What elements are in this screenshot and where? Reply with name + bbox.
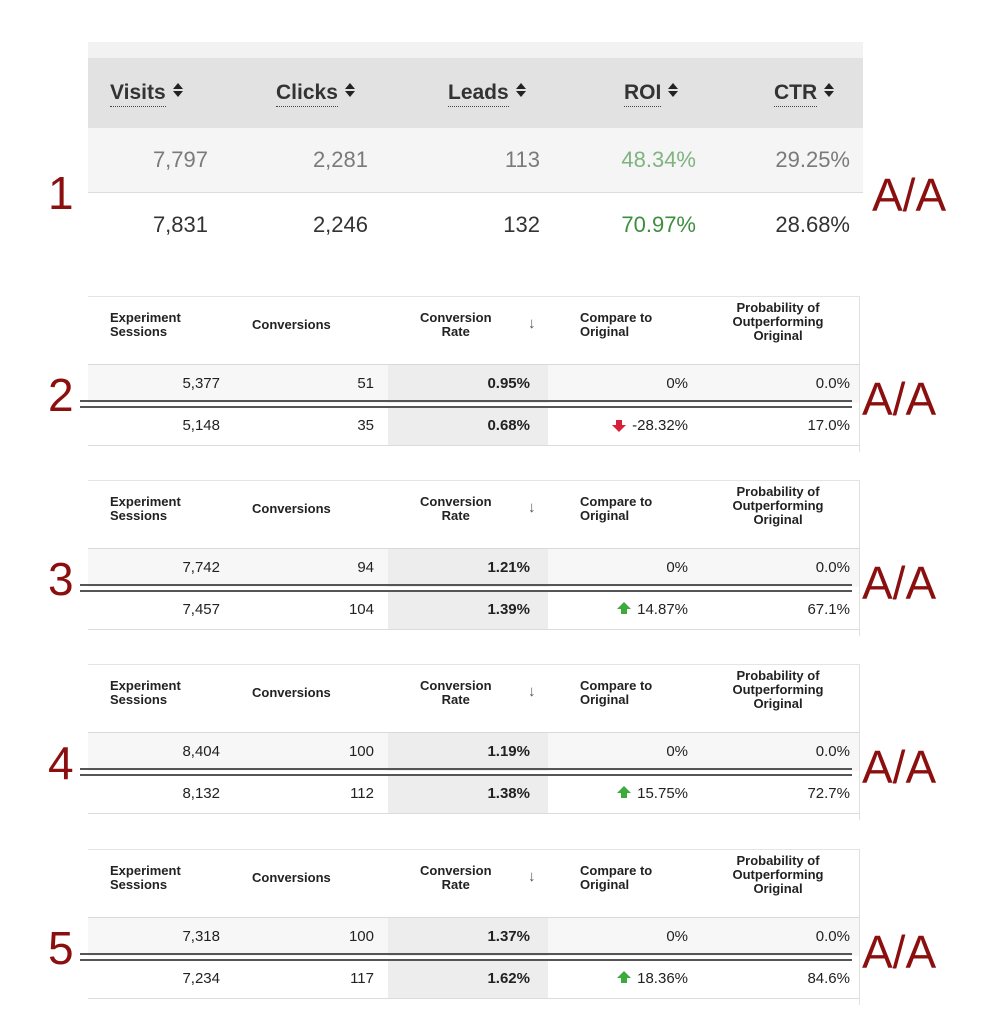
table-row — [88, 128, 863, 193]
cell-compare: 0% — [666, 375, 688, 392]
cell-sessions: 7,457 — [182, 601, 220, 618]
sort-icon[interactable] — [172, 84, 184, 101]
header-conversion-rate[interactable]: Conversion Rate — [420, 310, 492, 339]
arrow-up-icon — [617, 602, 631, 609]
table-header — [88, 296, 860, 365]
cell-conversion-rate: 1.37% — [487, 928, 530, 945]
header-conversions: Conversions — [252, 685, 331, 700]
table-header — [88, 58, 863, 128]
cell-compare: 0% — [666, 928, 688, 945]
sort-icon[interactable] — [667, 84, 679, 101]
header-compare-to-original: Compare to Original — [580, 494, 653, 523]
table-row — [88, 591, 860, 630]
sort-desc-icon[interactable]: ↓ — [528, 683, 536, 700]
cell-conversions: 117 — [350, 970, 374, 987]
table-edge — [859, 296, 860, 452]
cell-roi: 48.34% — [621, 147, 696, 172]
header-probability: Probability of Outperforming Original — [732, 300, 824, 343]
cell-leads: 132 — [503, 212, 540, 237]
index-label-2: 2 — [48, 369, 74, 421]
header-clicks[interactable]: Clicks — [276, 58, 356, 128]
cell-conversions: 100 — [348, 743, 374, 760]
header-conversions: Conversions — [252, 317, 331, 332]
header-conversion-rate[interactable]: Conversion Rate — [420, 863, 492, 892]
cell-conversion-rate: 0.68% — [487, 417, 530, 434]
cell-visits: 7,831 — [152, 212, 208, 237]
cell-clicks: 2,246 — [312, 212, 368, 237]
table-edge — [859, 849, 860, 1005]
experiment-table-3 — [88, 480, 860, 636]
metrics-table-1 — [88, 42, 863, 252]
table-row — [88, 407, 860, 446]
header-probability: Probability of Outperforming Original — [732, 484, 824, 527]
table-top-strip — [88, 42, 863, 58]
cell-compare: 18.36% — [568, 960, 688, 998]
cell-sessions: 7,234 — [182, 970, 220, 987]
cell-conversions: 112 — [350, 785, 374, 802]
cell-ctr: 29.25% — [775, 147, 850, 172]
cell-conversion-rate: 0.95% — [487, 375, 530, 392]
sort-icon[interactable] — [823, 84, 835, 101]
cell-conversions: 51 — [357, 375, 374, 392]
cell-conversion-rate: 1.38% — [487, 785, 530, 802]
header-ctr[interactable]: CTR — [774, 58, 835, 128]
cell-conversion-rate: 1.21% — [487, 559, 530, 576]
cell-probability: 0.0% — [815, 928, 850, 945]
double-divider — [80, 584, 852, 592]
cell-leads: 113 — [504, 147, 540, 172]
table-header — [88, 480, 860, 549]
header-compare-to-original: Compare to Original — [580, 678, 653, 707]
table-row — [88, 193, 863, 257]
cell-sessions: 7,742 — [182, 559, 220, 576]
index-label-5: 5 — [48, 922, 74, 974]
cell-ctr: 28.68% — [775, 212, 850, 237]
header-experiment-sessions: Experiment Sessions — [110, 310, 181, 339]
table-edge — [859, 664, 860, 820]
aa-label-1: A/A — [872, 169, 947, 221]
cell-roi: 70.97% — [621, 212, 696, 237]
aa-label-2: A/A — [862, 373, 937, 425]
cell-conversions: 35 — [357, 417, 374, 434]
arrow-up-icon — [617, 786, 631, 793]
header-experiment-sessions: Experiment Sessions — [110, 494, 181, 523]
header-probability: Probability of Outperforming Original — [732, 668, 824, 711]
cell-compare: 14.87% — [568, 591, 688, 629]
cell-probability: 0.0% — [815, 743, 850, 760]
sort-icon[interactable] — [344, 84, 356, 101]
cell-compare: 0% — [666, 559, 688, 576]
arrow-down-icon — [612, 425, 626, 432]
aa-label-5: A/A — [862, 926, 937, 978]
cell-probability: 0.0% — [815, 559, 850, 576]
header-experiment-sessions: Experiment Sessions — [110, 863, 181, 892]
sort-icon[interactable] — [515, 84, 527, 101]
cell-clicks: 2,281 — [312, 147, 368, 172]
double-divider — [80, 953, 852, 961]
cell-sessions: 5,148 — [182, 417, 220, 434]
header-conversion-rate[interactable]: Conversion Rate — [420, 494, 492, 523]
cell-probability: 67.1% — [807, 601, 850, 618]
cell-compare: 0% — [666, 743, 688, 760]
cell-conversion-rate: 1.39% — [487, 601, 530, 618]
index-label-1: 1 — [48, 167, 74, 219]
header-experiment-sessions: Experiment Sessions — [110, 678, 181, 707]
cell-sessions: 8,132 — [182, 785, 220, 802]
index-label-4: 4 — [48, 737, 74, 789]
table-row — [88, 364, 860, 403]
double-divider — [80, 400, 852, 408]
header-probability: Probability of Outperforming Original — [732, 853, 824, 896]
header-roi[interactable]: ROI — [624, 58, 679, 128]
cell-conversion-rate: 1.62% — [487, 970, 530, 987]
table-row — [88, 960, 860, 999]
cell-conversions: 100 — [348, 928, 374, 945]
header-compare-to-original: Compare to Original — [580, 863, 653, 892]
table-row — [88, 548, 860, 587]
table-row — [88, 732, 860, 771]
header-conversion-rate[interactable]: Conversion Rate — [420, 678, 492, 707]
table-header — [88, 664, 860, 733]
experiment-table-5 — [88, 849, 860, 1005]
cell-conversions: 94 — [357, 559, 374, 576]
cell-conversions: 104 — [348, 601, 374, 618]
table-header — [88, 849, 860, 918]
table-edge — [859, 480, 860, 636]
cell-conversion-rate: 1.19% — [487, 743, 530, 760]
cell-compare: -28.32% — [568, 407, 688, 445]
table-row — [88, 775, 860, 814]
double-divider — [80, 768, 852, 776]
cell-sessions: 7,318 — [182, 928, 220, 945]
cell-probability: 84.6% — [807, 970, 850, 987]
sort-desc-icon[interactable]: ↓ — [528, 868, 536, 885]
table-row — [88, 917, 860, 956]
header-compare-to-original: Compare to Original — [580, 310, 653, 339]
header-leads[interactable]: Leads — [448, 58, 527, 128]
aa-label-4: A/A — [862, 741, 937, 793]
index-label-3: 3 — [48, 553, 74, 605]
cell-compare: 15.75% — [568, 775, 688, 813]
cell-probability: 72.7% — [807, 785, 850, 802]
cell-sessions: 5,377 — [182, 375, 220, 392]
sort-desc-icon[interactable]: ↓ — [528, 499, 536, 516]
aa-label-3: A/A — [862, 557, 937, 609]
cell-sessions: 8,404 — [182, 743, 220, 760]
cell-probability: 0.0% — [815, 375, 850, 392]
header-conversions: Conversions — [252, 501, 331, 516]
experiment-table-4 — [88, 664, 860, 820]
sort-desc-icon[interactable]: ↓ — [528, 315, 536, 332]
arrow-up-icon — [617, 971, 631, 978]
experiment-table-2 — [88, 296, 860, 452]
cell-visits: 7,797 — [152, 147, 208, 172]
cell-probability: 17.0% — [807, 417, 850, 434]
header-conversions: Conversions — [252, 870, 331, 885]
header-visits[interactable]: Visits — [110, 58, 184, 128]
